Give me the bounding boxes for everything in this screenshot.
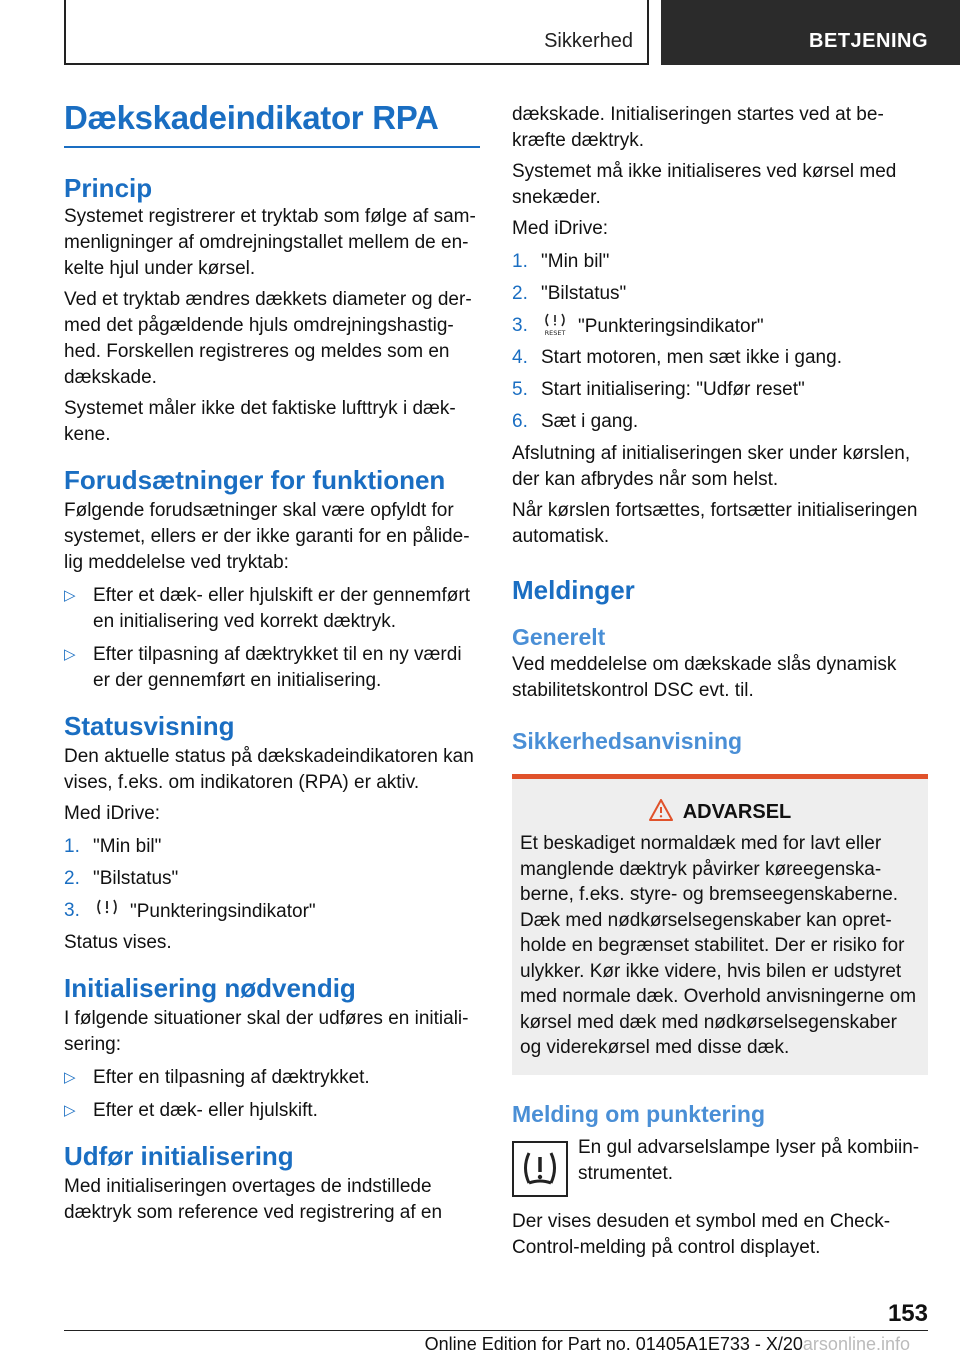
left-column [64, 98, 480, 1231]
footer-divider [64, 1330, 928, 1331]
heading-meldinger: Meldinger [512, 575, 635, 605]
numbered-list [64, 834, 480, 924]
list-item: ▷ Efter en tilpasning af dæktrykket. [64, 1065, 480, 1091]
warning-text: Et beskadiget normaldæk med for lavt eller manglende dæktryk påvirker køreegenskaberne, f.eks. styre- og bremseegenskaberne. Dæk med nødkørselsegenskaber kan opretholde en begrænset stabilitet. Der er risiko for ulykker. Kør ikke videre, hvis bilen er udstyret med normale dæk. Overhold anvisningerne om kørsel med dæk med nødkørselsegenskaber og viderekørsel med disse dæk. [520, 833, 917, 1058]
paragraph: Ved et tryktab ændres dækkets diameter og dermed det pågældende hjuls omdrejningshastighed. Forskellen registreres og meldes som en dækskade. [64, 289, 472, 388]
paragraph: dækskade. Initialiseringen startes ved at bekræfte dæktryk. [512, 104, 884, 151]
list-item: ▷ Efter et dæk- eller hjulskift er der gennemført en initialisering ved korrekt dæktryk. [64, 585, 470, 632]
tire-reset-icon [541, 313, 569, 337]
list-item: 4. Start motoren, men sæt ikke i gang. [512, 347, 842, 368]
numbered-list [512, 249, 928, 435]
triangle-bullet-icon: ▷ [64, 646, 76, 663]
warning-box [512, 774, 928, 1075]
page-title: Dækskadeindikator RPA [64, 99, 439, 136]
heading-udfoer-initialisering: Udfør initialisering [64, 1141, 294, 1171]
header-chapter-box [661, 0, 960, 65]
paragraph: Den aktuelle status på dækskadeindikatoren kan vises, f.eks. om indikatoren (RPA) er aktiv. [64, 746, 474, 793]
paragraph: Systemet registrerer et tryktab som følge af sammenligninger af omdrejningstallet mellem de enkelte hjul under kørsel. [64, 206, 476, 279]
heading-sikkerhedsanvisning: Sikkerhedsanvisning [512, 728, 743, 754]
list-item: 2. "Bilstatus" [64, 868, 179, 889]
list-item: 2. "Bilstatus" [512, 283, 627, 304]
tire-warning-icon [93, 898, 121, 922]
warning-triangle-icon [649, 799, 673, 821]
list-item: 1. "Min bil" [512, 251, 610, 272]
svg-text:RESET: RESET [544, 329, 566, 337]
heading-generelt: Generelt [512, 624, 606, 650]
paragraph: Status vises. [64, 932, 172, 953]
triangle-bullet-icon: ▷ [64, 587, 76, 604]
header-chapter-title: BETJENING [809, 30, 928, 52]
warning-label: ADVARSEL [682, 801, 792, 823]
paragraph: Når kørslen fortsættes, fortsætter initialiseringen automatisk. [512, 500, 918, 547]
header-section-title: Sikkerhed [544, 30, 633, 52]
bullet-list [64, 1065, 480, 1124]
list-item: 3. "Punkteringsindikator" [64, 900, 316, 922]
list-item: 1. "Min bil" [64, 836, 162, 857]
paragraph: Med iDrive: [64, 803, 161, 824]
heading-statusvisning: Statusvisning [64, 711, 235, 741]
heading-melding-om-punktering: Melding om punktering [512, 1100, 765, 1127]
title-divider [64, 146, 480, 148]
warning-header [520, 799, 920, 825]
paragraph: Der vises desuden et symbol med en Check-Control-melding på control displayet. [512, 1210, 891, 1258]
paragraph: Med initialiseringen overtages de indstillede dæktryk som reference ved registrering af en [64, 1176, 443, 1223]
paragraph: Med iDrive: [512, 218, 609, 239]
bullet-list [64, 583, 480, 694]
tire-warning-lamp-icon [512, 1141, 568, 1197]
right-column [512, 102, 928, 1266]
list-item: ▷ Efter et dæk- eller hjulskift. [64, 1098, 480, 1124]
triangle-bullet-icon: ▷ [64, 1069, 76, 1086]
list-item: 5. Start initialisering: "Udfør reset" [512, 379, 805, 400]
paragraph: Følgende forudsætninger skal være opfyldt for systemet, ellers er der ikke garanti for en pålidelig meddelelse ved tryktab: [64, 500, 470, 573]
footer-watermark: arsonline.info [802, 1334, 910, 1354]
header-section-box [64, 0, 649, 65]
list-item: 3. RESET "Punkteringsindikator" [512, 315, 764, 337]
heading-initialisering-noedvendig: Initialisering nødvendig [64, 973, 356, 1003]
paragraph: Afslutning af initialiseringen sker under kørslen, der kan afbrydes når som helst. [512, 443, 911, 490]
page-number: 153 [887, 1300, 928, 1327]
paragraph: Ved meddelelse om dækskade slås dynamisk stabilitetskontrol DSC evt. til. [512, 654, 897, 701]
paragraph: Systemet må ikke initialiseres ved kørsel med snekæder. [512, 161, 897, 208]
paragraph: Systemet måler ikke det faktiske lufttryk i dækkene. [64, 398, 456, 445]
heading-princip: Princip [64, 173, 153, 203]
footer-edition: Online Edition for Part no. 01405A1E733 - X/20arsonline.info [424, 1334, 910, 1354]
list-item: ▷ Efter tilpasning af dæktrykket til en ny værdi er der gennemført en initialisering. [64, 644, 462, 691]
paragraph: I følgende situationer skal der udføres en initialisering: [64, 1008, 469, 1055]
list-item: 6. Sæt i gang. [512, 411, 639, 432]
paragraph: En gul advarselslampe lyser på kombiinstrumentet. [578, 1136, 920, 1184]
triangle-bullet-icon: ▷ [64, 1102, 76, 1119]
punktering-row [512, 1135, 928, 1197]
heading-forudsaetninger: Forudsætninger for funktionen [64, 465, 446, 495]
